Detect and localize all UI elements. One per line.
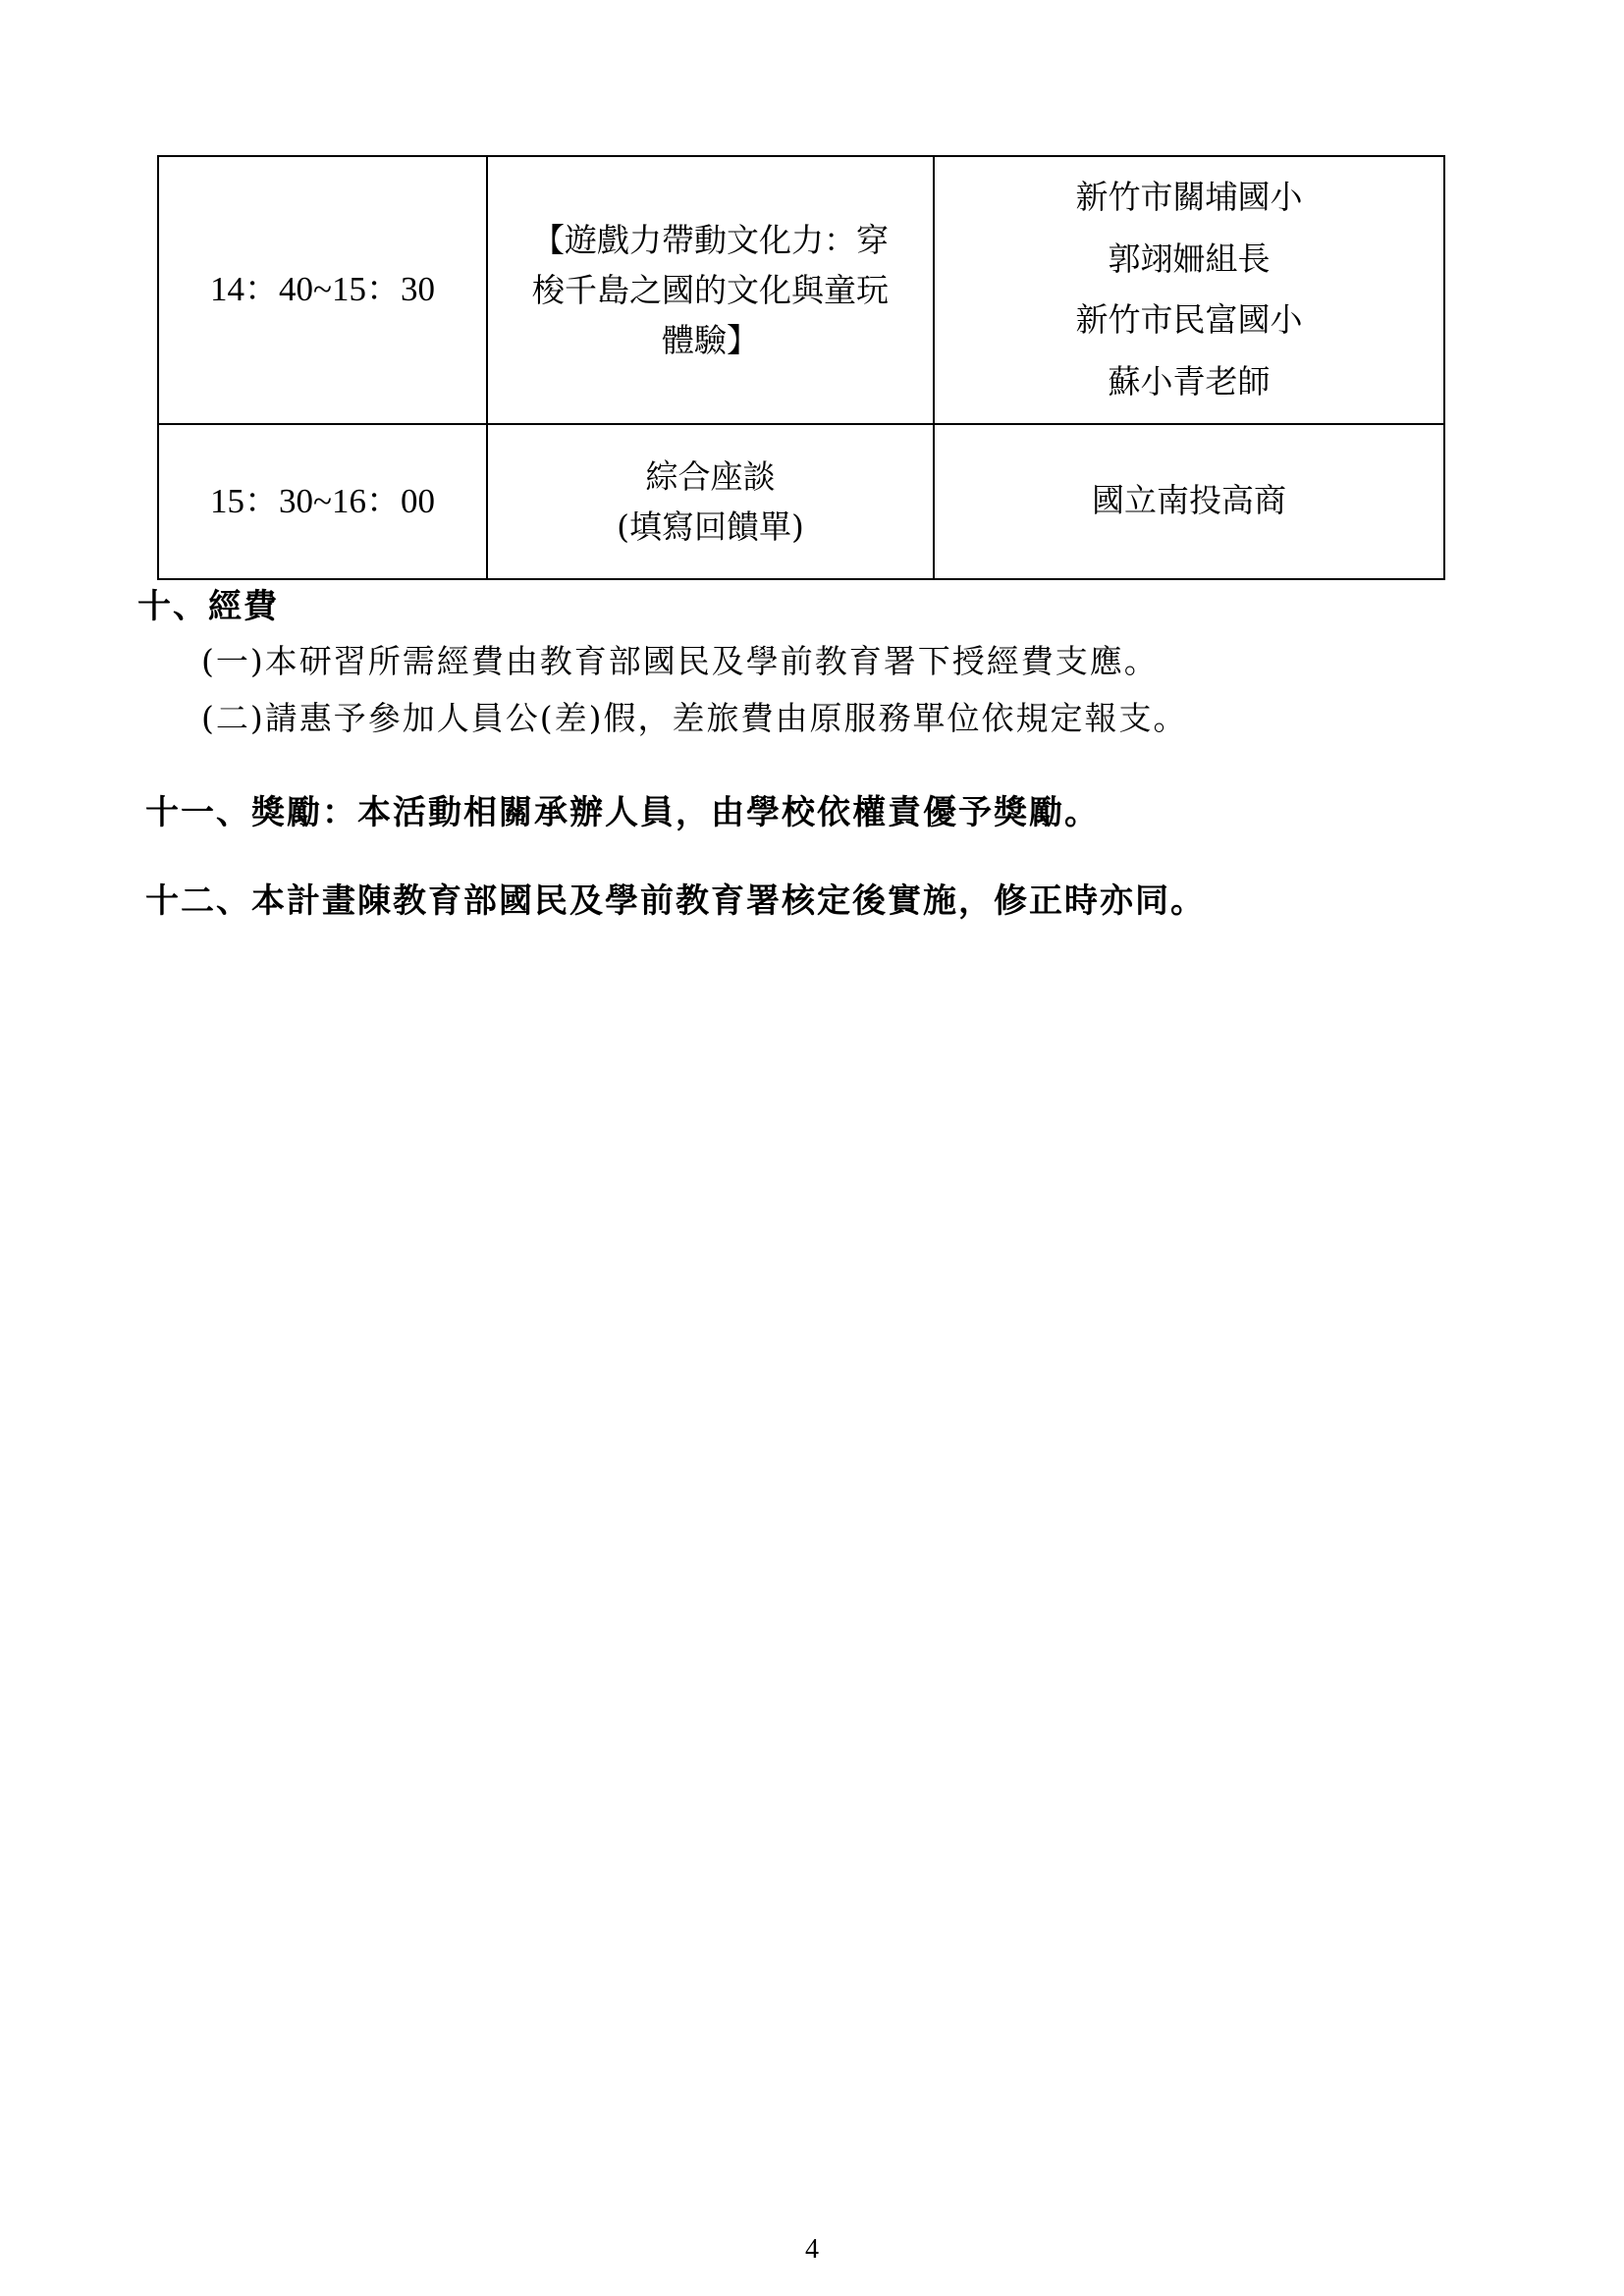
reward-section: 十一、獎勵：本活動相關承辦人員，由學校依權責優予獎勵。 [145,793,1100,832]
speaker-line: 新竹市關埔國小 [1075,178,1303,216]
speaker-line: 國立南投高商 [1092,481,1286,520]
topic-line: 體驗】 [662,320,759,359]
table-row [158,156,1444,424]
page-number: 4 [805,2234,819,2265]
session-speaker [934,424,1444,579]
session-topic [487,156,934,424]
speaker-line: 新竹市民富國小 [1075,300,1303,340]
table-row [158,424,1444,579]
funding-item: (二)請惠予參加人員公(差)假，差旅費由原服務單位依規定報支。 [201,699,1188,737]
topic-line: 梭千島之國的文化與童玩 [532,270,889,309]
funding-heading: 十、經費 [137,587,279,626]
speaker-line: 蘇小青老師 [1108,362,1271,401]
topic-line: 綜合座談 [645,456,776,496]
schedule-table [157,155,1445,580]
topic-line: 【遊戲力帶動文化力：穿 [532,220,889,259]
session-time: 14：40~15：30 [158,156,487,424]
session-topic [487,424,934,579]
session-time: 15：30~16：00 [158,424,487,579]
session-speaker [934,156,1444,424]
approval-section: 十二、本計畫陳教育部國民及學前教育署核定後實施，修正時亦同。 [145,881,1206,921]
speaker-line: 郭翊姍組長 [1108,239,1271,278]
funding-item: (一)本研習所需經費由教育部國民及學前教育署下授經費支應。 [201,642,1159,680]
topic-line: (填寫回饋單) [617,507,804,546]
